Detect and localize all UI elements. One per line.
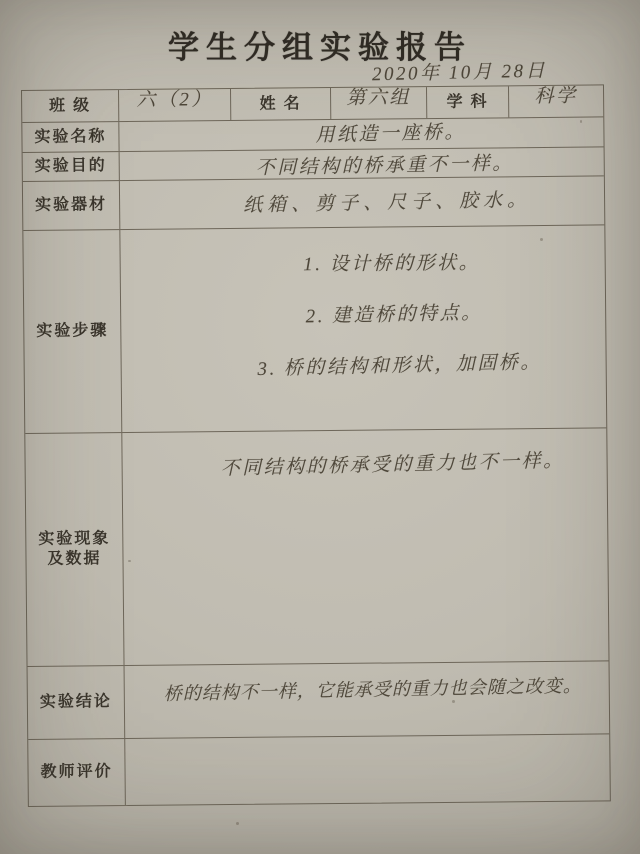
- experiment-purpose-label: 实验目的: [23, 152, 120, 182]
- step-3: 3. 桥的结构和形状，加固桥。: [257, 351, 543, 380]
- subject-value: 科学: [534, 85, 578, 108]
- experiment-name-label: 实验名称: [22, 122, 119, 152]
- name-label: 姓 名: [231, 88, 331, 120]
- teacher-evaluation-row: [28, 734, 610, 806]
- step-2: 2. 建造桥的特点。: [305, 302, 483, 328]
- name-value: 第六组: [331, 87, 427, 119]
- experiment-conclusion-label: 实验结论: [28, 666, 126, 739]
- page-title: 学生分组实验报告: [168, 30, 472, 65]
- experiment-name-value: 用纸造一座桥。: [314, 121, 466, 147]
- experiment-conclusion-row: [28, 661, 610, 740]
- experiment-observation-label: 实验现象 及数据: [25, 433, 124, 666]
- experiment-observation-value: 不同结构的桥承受的重力也不一样。: [220, 450, 565, 480]
- experiment-observation-row: [25, 428, 608, 667]
- class-label: 班 级: [22, 90, 119, 122]
- report-date: 2020年 10月 28日: [371, 60, 548, 86]
- teacher-evaluation-label: 教师评价: [28, 739, 126, 806]
- experiment-conclusion-value: 桥的结构不一样，它能承受的重力也会随之改变。: [163, 675, 582, 704]
- experiment-report-table: [21, 84, 611, 807]
- experiment-equipment-value: 纸箱、剪子、尺子、胶水。: [242, 189, 532, 217]
- experiment-purpose-value: 不同结构的桥承重不一样。: [255, 153, 514, 179]
- experiment-equipment-label: 实验器材: [23, 181, 120, 230]
- experiment-steps-label: 实验步骤: [23, 230, 122, 433]
- experiment-steps-row: [23, 225, 606, 434]
- subject-label: 学 科: [427, 86, 509, 118]
- step-1: 1. 设计桥的形状。: [303, 252, 481, 276]
- experiment-steps-list: [179, 251, 606, 379]
- experiment-equipment-row: [23, 176, 604, 231]
- class-value: 六（2）: [119, 89, 231, 121]
